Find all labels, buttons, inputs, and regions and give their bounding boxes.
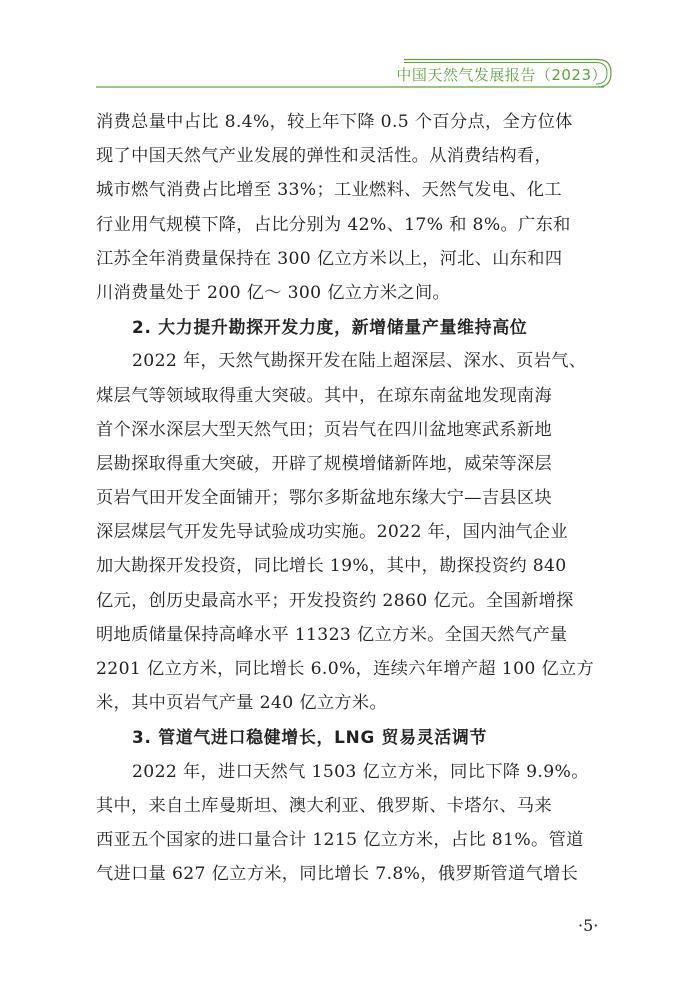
- paragraph-line: 2022 年，进口天然气 1503 亿立方米，同比下降 9.9%。: [132, 761, 589, 782]
- paragraph-line: 气进口量 627 亿立方米，同比增长 7.8%，俄罗斯管道气增长: [96, 864, 579, 885]
- paragraph-line: 加大勘探开发投资，同比增长 19%，其中，勘探投资约 840: [96, 556, 567, 577]
- paragraph-line: 现了中国天然气产业发展的弹性和灵活性。从消费结构看，: [96, 146, 552, 167]
- paragraph-line: 深层煤层气开发先导试验成功实施。2022 年，国内油气企业: [96, 522, 568, 543]
- paragraph-line: 江苏全年消费量保持在 300 亿立方米以上，河北、山东和四: [96, 248, 563, 269]
- paragraph-line: 消费总量中占比 8.4%，较上年下降 0.5 个百分点，全方位体: [96, 112, 573, 132]
- section-heading: 2. 大力提升勘探开发力度，新增储量产量维持高位: [132, 317, 528, 338]
- paragraph-line: 米，其中页岩气产量 240 亿立方米。: [96, 693, 388, 714]
- running-header: [0, 0, 699, 100]
- header-title: 中国天然气发展报告（2023）: [396, 66, 607, 84]
- paragraph-line: 川消费量处于 200 亿～ 300 亿立方米之间。: [96, 282, 451, 303]
- header-rule-decoration: [0, 0, 699, 100]
- paragraph-line: 城市燃气消费占比增至 33%；工业燃料、天然气发电、化工: [96, 180, 562, 201]
- paragraph-line: 层勘探取得重大突破，开辟了规模增储新阵地，威荣等深层: [96, 453, 552, 474]
- paragraph-line: 2022 年，天然气勘探开发在陆上超深层、深水、页岩气、: [132, 351, 587, 372]
- paragraph-line: 首个深水深层大型天然气田；页岩气在四川盆地寒武系新地: [96, 419, 552, 440]
- paragraph-line: 页岩气田开发全面铺开；鄂尔多斯盆地东缘大宁—吉县区块: [96, 488, 552, 509]
- page-number: ·5·: [578, 916, 599, 935]
- paragraph-line: 西亚五个国家的进口量合计 1215 亿立方米，占比 81%。管道: [96, 829, 584, 850]
- body-text: [96, 105, 606, 891]
- paragraph-line: 明地质储量保持高峰水平 11323 亿立方米。全国天然气产量: [96, 624, 568, 645]
- paragraph-line: 行业用气规模下降，占比分别为 42%、17% 和 8%。广东和: [96, 214, 571, 235]
- paragraph-line: 其中，来自土库曼斯坦、澳大利亚、俄罗斯、卡塔尔、马来: [96, 795, 552, 816]
- paragraph-line: 2201 亿立方米，同比增长 6.0%，连续六年增产超 100 亿立方: [96, 659, 595, 679]
- paragraph-line: 煤层气等领域取得重大突破。其中，在琼东南盆地发现南海: [96, 385, 552, 406]
- section-heading: 3. 管道气进口稳健增长，LNG 贸易灵活调节: [132, 727, 488, 748]
- paragraph-line: 亿元，创历史最高水平；开发投资约 2860 亿元。全国新增探: [96, 590, 574, 611]
